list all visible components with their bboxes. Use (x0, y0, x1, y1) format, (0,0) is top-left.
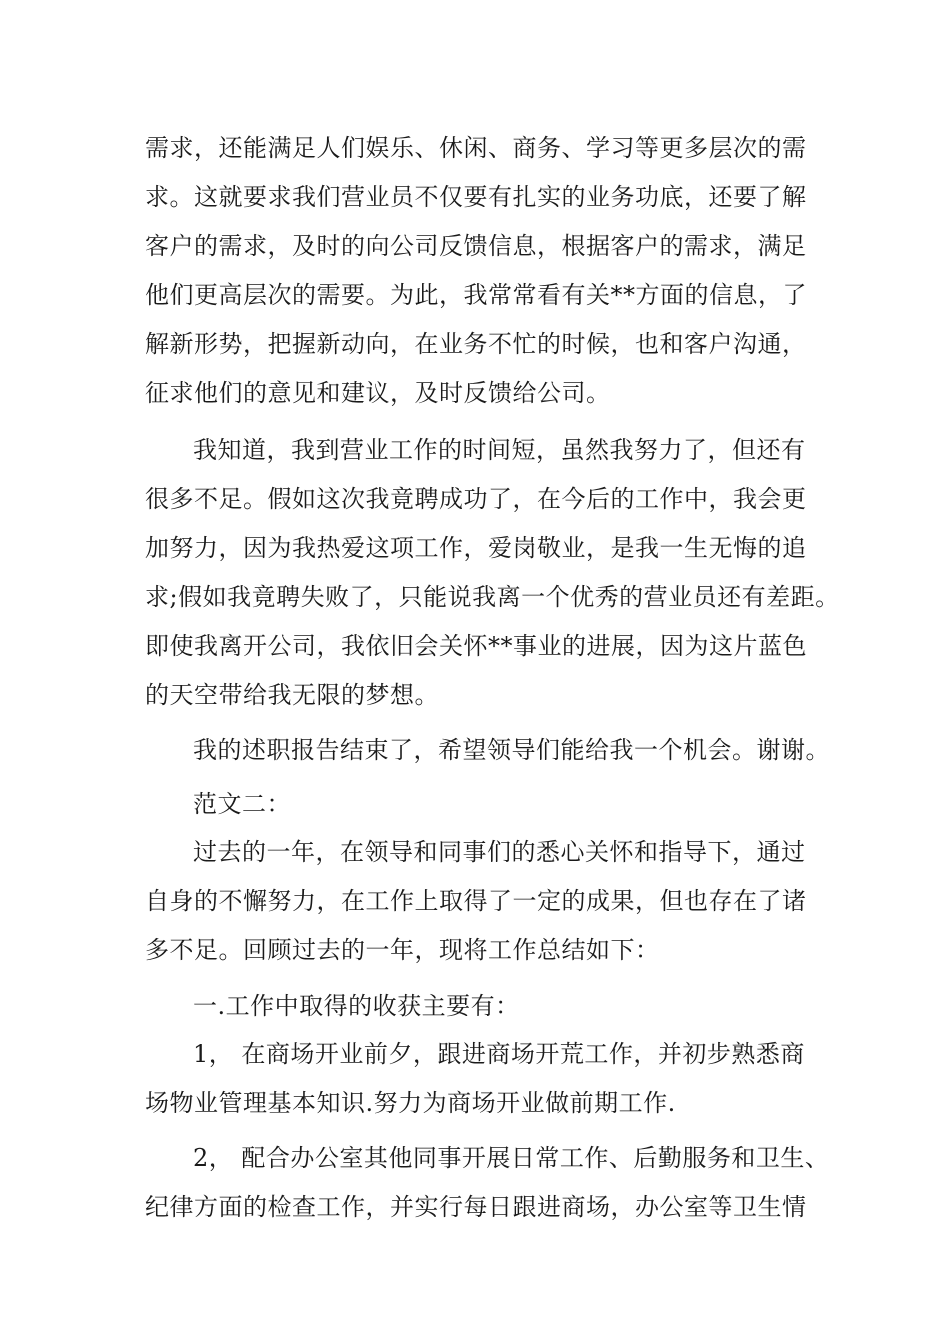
text-line: 求;假如我竟聘失败了，只能说我离一个优秀的营业员还有差距。 (145, 583, 840, 611)
text-line: 场物业管理基本知识.努力为商场开业做前期工作. (145, 1089, 676, 1117)
text-line: 很多不足。假如这次我竟聘成功了，在今后的工作中，我会更 (145, 485, 807, 513)
list-heading: 一.工作中取得的收获主要有： (193, 992, 520, 1020)
text-line: 客户的需求，及时的向公司反馈信息，根据客户的需求，满足 (145, 232, 807, 260)
text-line: 求。这就要求我们营业员不仅要有扎实的业务功底，还要了解 (145, 183, 807, 211)
list-item: 1， 在商场开业前夕，跟进商场开荒工作，并初步熟悉商 (193, 1040, 805, 1068)
text-line: 解新形势，把握新动向，在业务不忙的时候，也和客户沟通， (145, 330, 807, 358)
text-line: 征求他们的意见和建议，及时反馈给公司。 (145, 379, 611, 407)
text-line: 需求，还能满足人们娱乐、休闲、商务、学习等更多层次的需 (145, 134, 807, 162)
list-item: 2， 配合办公室其他同事开展日常工作、后勤服务和卫生、 (193, 1144, 830, 1172)
text-line: 我的述职报告结束了，希望领导们能给我一个机会。谢谢。 (193, 736, 830, 764)
text-line: 他们更高层次的需要。为此，我常常看有关**方面的信息，了 (145, 281, 807, 309)
text-line: 加努力，因为我热爱这项工作，爱岗敬业，是我一生无悔的追 (145, 534, 807, 562)
text-line: 我知道，我到营业工作的时间短，虽然我努力了，但还有 (193, 436, 806, 464)
text-line: 自身的不懈努力，在工作上取得了一定的成果，但也存在了诸 (145, 887, 807, 915)
section-heading: 范文二： (193, 790, 291, 818)
text-line: 过去的一年，在领导和同事们的悉心关怀和指导下，通过 (193, 838, 806, 866)
text-line: 纪律方面的检查工作，并实行每日跟进商场，办公室等卫生情 (145, 1193, 807, 1221)
text-line: 即使我离开公司，我依旧会关怀**事业的进展，因为这片蓝色 (145, 632, 807, 660)
text-line: 的天空带给我无限的梦想。 (145, 681, 439, 709)
text-line: 多不足。回顾过去的一年，现将工作总结如下： (145, 936, 660, 964)
